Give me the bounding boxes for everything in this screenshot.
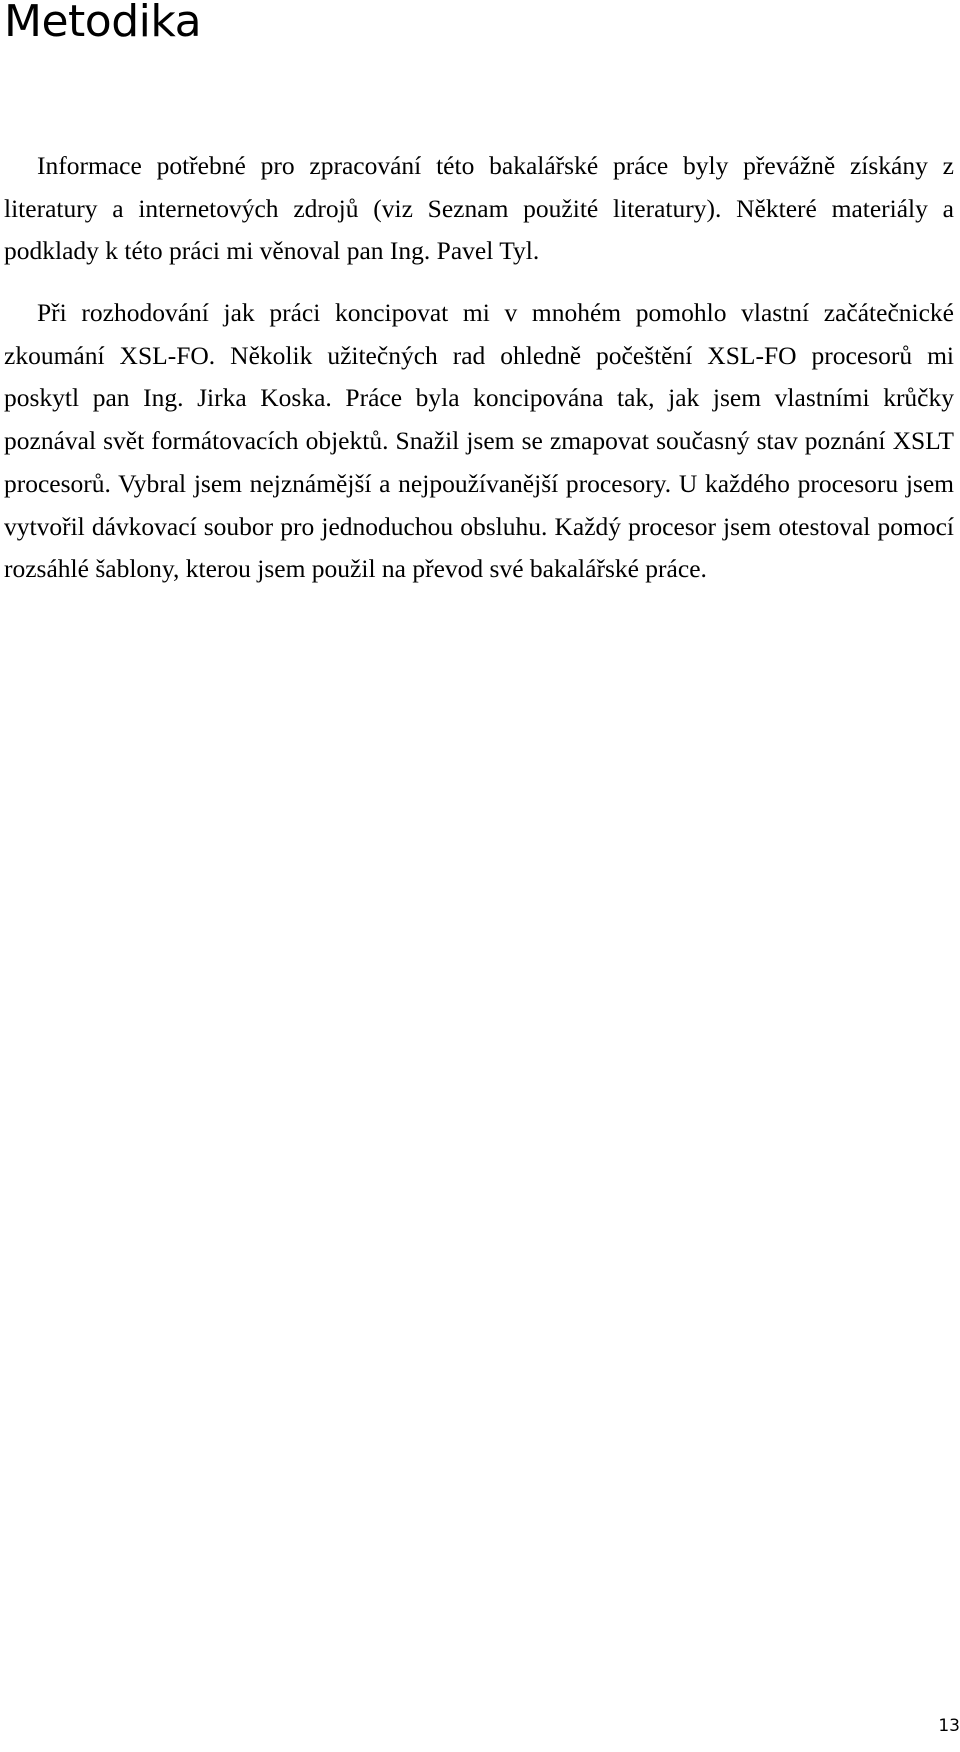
- paragraph-information-sources: Informace potřebné pro zpracování této bakalářské práce byly převážně získány z literatury a internetových zdrojů (viz Seznam použité literatury). Některé materiály a podklady k této práci mi věnoval pan Ing. Pavel Tyl.: [4, 151, 954, 266]
- section-heading: Metodika: [4, 0, 202, 47]
- page-number: 13: [938, 1716, 960, 1736]
- paragraph-methodology-approach: Při rozhodování jak práci koncipovat mi v mnohém pomohlo vlastní začátečnické zkoumání XSL-FO. Několik užitečných rad ohledně počeštění XSL-FO procesorů mi poskytl pan Ing. Jirka Koska. Práce byla koncipována tak, jak jsem vlastními krůčky poznával svět formátovacích objektů. Snažil jsem se zmapovat současný stav poznání XSLT procesorů. Vybral jsem nejznámější a nejpoužívanější procesory. U každého procesoru jsem vytvořil dávkovací soubor pro jednoduchou obsluhu. Každý procesor jsem otestoval pomocí rozsáhlé šablony, kterou jsem použil na převod své bakalářské práce.: [4, 298, 954, 584]
